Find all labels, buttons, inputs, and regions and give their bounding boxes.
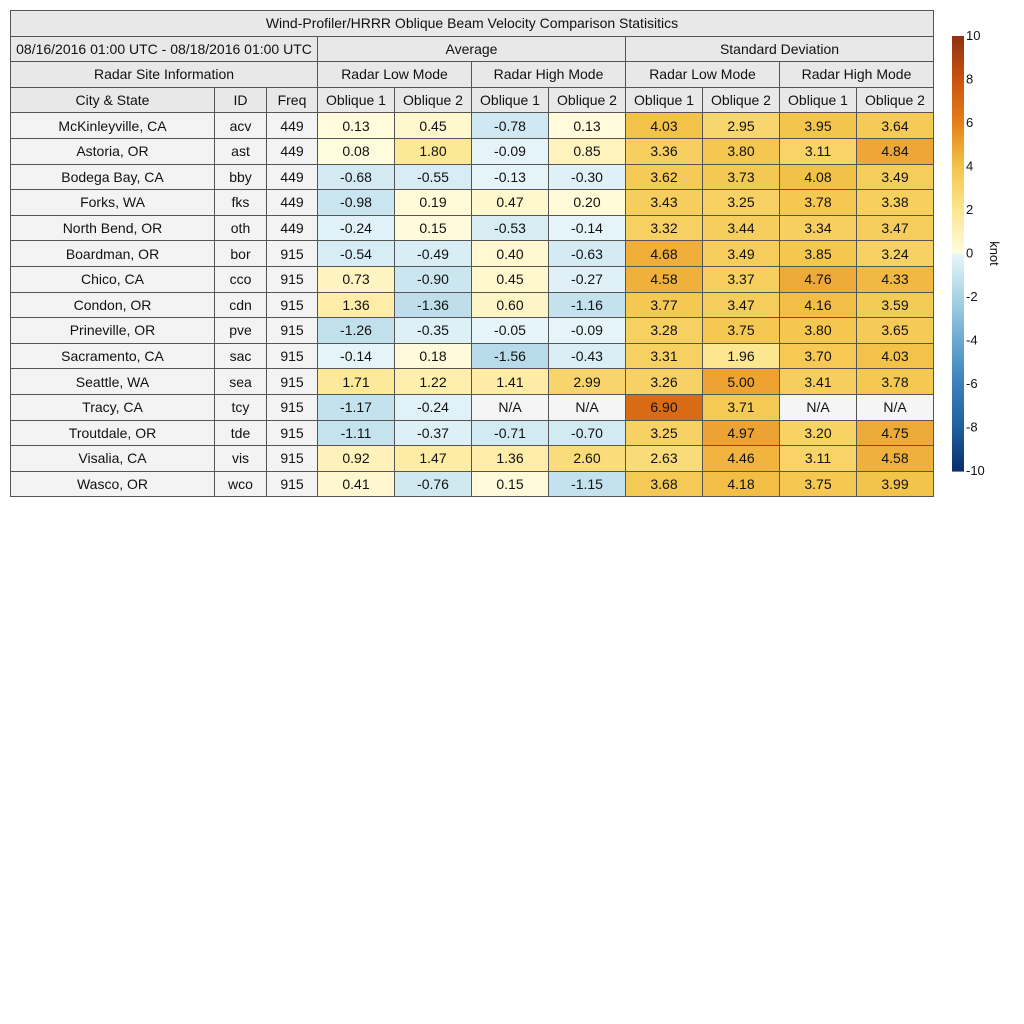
avg-high-oblique1-cell: 0.40 bbox=[472, 241, 549, 267]
avg-high-oblique2-cell: -1.16 bbox=[549, 292, 626, 318]
table-row bbox=[11, 113, 934, 139]
avg-high-oblique1-cell: -0.78 bbox=[472, 113, 549, 139]
colorbar-tick-label: 8 bbox=[966, 71, 974, 87]
city-cell: Troutdale, OR bbox=[11, 420, 215, 446]
avg-high-oblique2-cell: 0.85 bbox=[549, 138, 626, 164]
std-high-oblique1-cell: 3.75 bbox=[780, 471, 857, 497]
std-low-mode-header: Radar Low Mode bbox=[626, 62, 780, 88]
std-high-oblique1-cell: 3.41 bbox=[780, 369, 857, 395]
avg-high-oblique1-cell: 0.47 bbox=[472, 190, 549, 216]
freq-cell: 449 bbox=[267, 215, 318, 241]
std-high-oblique1-cell: 3.70 bbox=[780, 343, 857, 369]
avg-low-oblique1-cell: 0.41 bbox=[318, 471, 395, 497]
std-low-oblique1-cell: 4.68 bbox=[626, 241, 703, 267]
std-low-oblique2-cell: 3.80 bbox=[703, 138, 780, 164]
freq-cell: 915 bbox=[267, 471, 318, 497]
std-high-oblique2-cell: 4.84 bbox=[857, 138, 934, 164]
city-cell: Condon, OR bbox=[11, 292, 215, 318]
freq-cell: 915 bbox=[267, 420, 318, 446]
id-cell: cco bbox=[215, 266, 267, 292]
std-high-oblique2-cell: 4.58 bbox=[857, 446, 934, 472]
city-cell: Seattle, WA bbox=[11, 369, 215, 395]
std-high-oblique2-cell: 3.47 bbox=[857, 215, 934, 241]
city-state-header: City & State bbox=[11, 87, 215, 113]
avg-high-mode-header: Radar High Mode bbox=[472, 62, 626, 88]
std-low-oblique1-cell: 3.68 bbox=[626, 471, 703, 497]
id-cell: bor bbox=[215, 241, 267, 267]
avg-low-oblique2-cell: -0.90 bbox=[395, 266, 472, 292]
std-low-oblique2-cell: 3.47 bbox=[703, 292, 780, 318]
avg-low-oblique2-cell: 0.19 bbox=[395, 190, 472, 216]
id-cell: ast bbox=[215, 138, 267, 164]
std-low-oblique2-cell: 3.71 bbox=[703, 394, 780, 420]
avg-high-oblique1-cell: 0.15 bbox=[472, 471, 549, 497]
table-row bbox=[11, 446, 934, 472]
avg-high-oblique2-header: Oblique 2 bbox=[549, 87, 626, 113]
std-high-oblique2-cell: 3.49 bbox=[857, 164, 934, 190]
colorbar-segment bbox=[952, 469, 964, 472]
id-cell: vis bbox=[215, 446, 267, 472]
std-high-oblique1-header: Oblique 1 bbox=[780, 87, 857, 113]
avg-high-oblique1-cell: N/A bbox=[472, 394, 549, 420]
table-row bbox=[11, 138, 934, 164]
avg-low-oblique2-cell: 0.18 bbox=[395, 343, 472, 369]
freq-cell: 915 bbox=[267, 343, 318, 369]
avg-high-oblique1-cell: 0.45 bbox=[472, 266, 549, 292]
std-high-oblique1-cell: 4.16 bbox=[780, 292, 857, 318]
avg-low-oblique2-cell: -0.55 bbox=[395, 164, 472, 190]
avg-low-oblique1-cell: 0.08 bbox=[318, 138, 395, 164]
colorbar-tick-label: 2 bbox=[966, 202, 974, 217]
id-cell: sac bbox=[215, 343, 267, 369]
std-high-oblique2-cell: 4.03 bbox=[857, 343, 934, 369]
site-info-header: Radar Site Information bbox=[11, 62, 318, 88]
std-low-oblique1-cell: 3.31 bbox=[626, 343, 703, 369]
id-cell: cdn bbox=[215, 292, 267, 318]
avg-high-oblique2-cell: -1.15 bbox=[549, 471, 626, 497]
id-cell: bby bbox=[215, 164, 267, 190]
avg-low-oblique1-cell: -0.98 bbox=[318, 190, 395, 216]
freq-cell: 449 bbox=[267, 164, 318, 190]
std-low-oblique1-cell: 3.43 bbox=[626, 190, 703, 216]
table-row bbox=[11, 190, 934, 216]
freq-cell: 915 bbox=[267, 241, 318, 267]
freq-cell: 449 bbox=[267, 138, 318, 164]
std-high-oblique1-cell: 3.20 bbox=[780, 420, 857, 446]
std-low-oblique2-cell: 3.75 bbox=[703, 318, 780, 344]
avg-high-oblique1-cell: 0.60 bbox=[472, 292, 549, 318]
avg-low-oblique2-cell: 0.45 bbox=[395, 113, 472, 139]
avg-low-oblique2-cell: 1.22 bbox=[395, 369, 472, 395]
avg-low-oblique1-cell: 0.73 bbox=[318, 266, 395, 292]
avg-low-oblique2-cell: 0.15 bbox=[395, 215, 472, 241]
freq-cell: 449 bbox=[267, 113, 318, 139]
table-row bbox=[11, 471, 934, 497]
std-high-mode-header: Radar High Mode bbox=[780, 62, 934, 88]
colorbar-tick-label: 10 bbox=[966, 28, 981, 43]
avg-low-oblique2-cell: -0.35 bbox=[395, 318, 472, 344]
avg-high-oblique1-cell: -0.71 bbox=[472, 420, 549, 446]
avg-low-oblique1-cell: 1.71 bbox=[318, 369, 395, 395]
freq-cell: 915 bbox=[267, 266, 318, 292]
avg-high-oblique2-cell: 0.13 bbox=[549, 113, 626, 139]
std-low-oblique2-cell: 3.37 bbox=[703, 266, 780, 292]
table-row bbox=[11, 369, 934, 395]
avg-low-oblique1-cell: 1.36 bbox=[318, 292, 395, 318]
std-low-oblique2-cell: 4.97 bbox=[703, 420, 780, 446]
colorbar-tick-label: 0 bbox=[966, 245, 974, 261]
avg-low-oblique2-cell: 1.80 bbox=[395, 138, 472, 164]
avg-high-oblique2-cell: -0.43 bbox=[549, 343, 626, 369]
std-high-oblique2-cell: 3.59 bbox=[857, 292, 934, 318]
std-high-oblique1-cell: 3.34 bbox=[780, 215, 857, 241]
std-low-oblique2-cell: 3.25 bbox=[703, 190, 780, 216]
avg-low-oblique1-cell: 0.92 bbox=[318, 446, 395, 472]
id-cell: acv bbox=[215, 113, 267, 139]
table-row bbox=[11, 292, 934, 318]
std-low-oblique1-cell: 6.90 bbox=[626, 394, 703, 420]
table-row bbox=[11, 420, 934, 446]
id-cell: fks bbox=[215, 190, 267, 216]
freq-cell: 915 bbox=[267, 394, 318, 420]
city-cell: Prineville, OR bbox=[11, 318, 215, 344]
std-low-oblique2-header: Oblique 2 bbox=[703, 87, 780, 113]
std-high-oblique2-cell: 3.99 bbox=[857, 471, 934, 497]
city-cell: McKinleyville, CA bbox=[11, 113, 215, 139]
avg-low-oblique2-cell: 1.47 bbox=[395, 446, 472, 472]
city-cell: Bodega Bay, CA bbox=[11, 164, 215, 190]
avg-low-oblique2-cell: -0.49 bbox=[395, 241, 472, 267]
table-row bbox=[11, 318, 934, 344]
id-header: ID bbox=[215, 87, 267, 113]
table-title: Wind-Profiler/HRRR Oblique Beam Velocity Comparison Statisitics bbox=[11, 11, 934, 37]
avg-low-oblique1-cell: -1.11 bbox=[318, 420, 395, 446]
avg-low-oblique2-cell: -0.24 bbox=[395, 394, 472, 420]
colorbar-tick-label: -4 bbox=[966, 332, 978, 348]
avg-high-oblique2-cell: 0.20 bbox=[549, 190, 626, 216]
std-high-oblique1-cell: 3.11 bbox=[780, 446, 857, 472]
avg-high-oblique1-cell: -0.53 bbox=[472, 215, 549, 241]
std-low-oblique1-cell: 3.28 bbox=[626, 318, 703, 344]
freq-cell: 915 bbox=[267, 369, 318, 395]
std-low-oblique2-cell: 4.46 bbox=[703, 446, 780, 472]
std-high-oblique1-cell: 4.08 bbox=[780, 164, 857, 190]
city-cell: Wasco, OR bbox=[11, 471, 215, 497]
avg-low-oblique1-cell: -1.17 bbox=[318, 394, 395, 420]
std-low-oblique2-cell: 3.73 bbox=[703, 164, 780, 190]
std-high-oblique2-cell: 3.65 bbox=[857, 318, 934, 344]
avg-low-oblique1-cell: -0.24 bbox=[318, 215, 395, 241]
avg-high-oblique1-cell: -0.09 bbox=[472, 138, 549, 164]
comparison-table bbox=[10, 10, 934, 497]
colorbar-tick-label: 4 bbox=[966, 158, 974, 174]
std-low-oblique2-cell: 4.18 bbox=[703, 471, 780, 497]
date-range: 08/16/2016 01:00 UTC - 08/18/2016 01:00 UTC bbox=[11, 36, 318, 62]
std-high-oblique2-cell: N/A bbox=[857, 394, 934, 420]
std-low-oblique1-header: Oblique 1 bbox=[626, 87, 703, 113]
avg-low-oblique2-header: Oblique 2 bbox=[395, 87, 472, 113]
avg-high-oblique1-cell: -1.56 bbox=[472, 343, 549, 369]
std-low-oblique2-cell: 3.44 bbox=[703, 215, 780, 241]
id-cell: tcy bbox=[215, 394, 267, 420]
avg-high-oblique1-cell: 1.41 bbox=[472, 369, 549, 395]
freq-cell: 915 bbox=[267, 446, 318, 472]
avg-high-oblique2-cell: -0.70 bbox=[549, 420, 626, 446]
avg-low-oblique1-header: Oblique 1 bbox=[318, 87, 395, 113]
std-high-oblique1-cell: 3.11 bbox=[780, 138, 857, 164]
colorbar-svg bbox=[952, 28, 1012, 478]
colorbar-tick-label: 6 bbox=[966, 115, 974, 130]
colorbar-tick-label: -2 bbox=[966, 289, 978, 304]
city-cell: Forks, WA bbox=[11, 190, 215, 216]
std-high-oblique1-cell: 3.85 bbox=[780, 241, 857, 267]
std-high-oblique2-cell: 4.75 bbox=[857, 420, 934, 446]
avg-high-oblique1-cell: -0.13 bbox=[472, 164, 549, 190]
std-high-oblique2-cell: 3.38 bbox=[857, 190, 934, 216]
std-high-oblique1-cell: 3.80 bbox=[780, 318, 857, 344]
id-cell: oth bbox=[215, 215, 267, 241]
std-low-oblique2-cell: 5.00 bbox=[703, 369, 780, 395]
freq-cell: 915 bbox=[267, 318, 318, 344]
avg-low-oblique2-cell: -0.37 bbox=[395, 420, 472, 446]
std-high-oblique1-cell: 3.95 bbox=[780, 113, 857, 139]
avg-high-oblique2-cell: -0.27 bbox=[549, 266, 626, 292]
std-low-oblique1-cell: 3.32 bbox=[626, 215, 703, 241]
avg-low-mode-header: Radar Low Mode bbox=[318, 62, 472, 88]
table-row bbox=[11, 394, 934, 420]
avg-high-oblique1-cell: -0.05 bbox=[472, 318, 549, 344]
avg-low-oblique1-cell: -0.54 bbox=[318, 241, 395, 267]
table-row bbox=[11, 343, 934, 369]
colorbar bbox=[952, 28, 1012, 478]
avg-high-oblique2-cell: 2.60 bbox=[549, 446, 626, 472]
avg-high-oblique2-cell: 2.99 bbox=[549, 369, 626, 395]
city-cell: North Bend, OR bbox=[11, 215, 215, 241]
avg-low-oblique2-cell: -1.36 bbox=[395, 292, 472, 318]
std-high-oblique2-cell: 4.33 bbox=[857, 266, 934, 292]
city-cell: Astoria, OR bbox=[11, 138, 215, 164]
avg-high-oblique2-cell: -0.09 bbox=[549, 318, 626, 344]
avg-low-oblique2-cell: -0.76 bbox=[395, 471, 472, 497]
freq-cell: 449 bbox=[267, 190, 318, 216]
avg-high-oblique1-header: Oblique 1 bbox=[472, 87, 549, 113]
std-low-oblique2-cell: 2.95 bbox=[703, 113, 780, 139]
city-cell: Boardman, OR bbox=[11, 241, 215, 267]
table-row bbox=[11, 164, 934, 190]
std-low-oblique1-cell: 3.36 bbox=[626, 138, 703, 164]
city-cell: Visalia, CA bbox=[11, 446, 215, 472]
std-low-oblique2-cell: 3.49 bbox=[703, 241, 780, 267]
std-high-oblique1-cell: 3.78 bbox=[780, 190, 857, 216]
id-cell: tde bbox=[215, 420, 267, 446]
std-high-oblique2-cell: 3.24 bbox=[857, 241, 934, 267]
avg-high-oblique2-cell: -0.63 bbox=[549, 241, 626, 267]
std-high-oblique1-cell: N/A bbox=[780, 394, 857, 420]
avg-high-oblique2-cell: -0.30 bbox=[549, 164, 626, 190]
avg-high-oblique2-cell: -0.14 bbox=[549, 215, 626, 241]
average-header: Average bbox=[318, 36, 626, 62]
std-low-oblique1-cell: 3.26 bbox=[626, 369, 703, 395]
std-high-oblique2-cell: 3.78 bbox=[857, 369, 934, 395]
id-cell: pve bbox=[215, 318, 267, 344]
avg-low-oblique1-cell: 0.13 bbox=[318, 113, 395, 139]
table-row bbox=[11, 241, 934, 267]
freq-cell: 915 bbox=[267, 292, 318, 318]
colorbar-unit-label: knot bbox=[987, 241, 1002, 266]
colorbar-tick-label: -6 bbox=[966, 376, 978, 391]
std-high-oblique1-cell: 4.76 bbox=[780, 266, 857, 292]
std-high-oblique2-header: Oblique 2 bbox=[857, 87, 934, 113]
std-low-oblique1-cell: 3.25 bbox=[626, 420, 703, 446]
city-cell: Sacramento, CA bbox=[11, 343, 215, 369]
city-cell: Tracy, CA bbox=[11, 394, 215, 420]
table-row bbox=[11, 266, 934, 292]
table-row bbox=[11, 215, 934, 241]
colorbar-tick-label: -8 bbox=[966, 419, 978, 435]
avg-low-oblique1-cell: -0.68 bbox=[318, 164, 395, 190]
id-cell: sea bbox=[215, 369, 267, 395]
std-low-oblique1-cell: 4.58 bbox=[626, 266, 703, 292]
avg-low-oblique1-cell: -0.14 bbox=[318, 343, 395, 369]
std-low-oblique1-cell: 3.62 bbox=[626, 164, 703, 190]
id-cell: wco bbox=[215, 471, 267, 497]
avg-high-oblique2-cell: N/A bbox=[549, 394, 626, 420]
std-low-oblique2-cell: 1.96 bbox=[703, 343, 780, 369]
std-low-oblique1-cell: 2.63 bbox=[626, 446, 703, 472]
std-low-oblique1-cell: 4.03 bbox=[626, 113, 703, 139]
avg-high-oblique1-cell: 1.36 bbox=[472, 446, 549, 472]
std-low-oblique1-cell: 3.77 bbox=[626, 292, 703, 318]
freq-header: Freq bbox=[267, 87, 318, 113]
std-dev-header: Standard Deviation bbox=[626, 36, 934, 62]
city-cell: Chico, CA bbox=[11, 266, 215, 292]
std-high-oblique2-cell: 3.64 bbox=[857, 113, 934, 139]
colorbar-tick-label: -10 bbox=[966, 463, 985, 478]
avg-low-oblique1-cell: -1.26 bbox=[318, 318, 395, 344]
